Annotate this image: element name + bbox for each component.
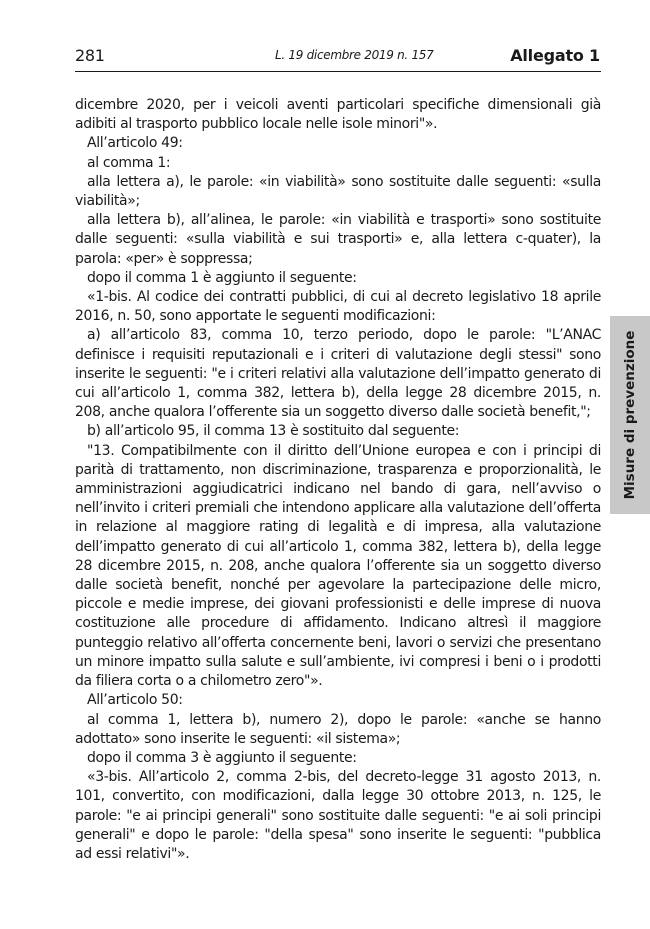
page-number: 281 (75, 46, 105, 65)
side-tab-label: Misure di prevenzione (622, 330, 638, 500)
running-title: L. 19 dicembre 2019 n. 157 (275, 48, 434, 62)
paragraph: «3-bis. All’articolo 2, comma 2-bis, del decreto-legge 31 agosto 2013, n. 101, convertito, con modificazioni, dalla legge 30 ottobre 2013, n. 125, le parole: "e ai principi generali" sono sostituite dalle seguenti: "e ai soli principi generali" e dopo le parole: "della spesa" sono inserite le seguenti: "pubblica ad essi relativi"». (75, 769, 601, 862)
body-text (75, 96, 601, 864)
paragraph: All’articolo 49: (87, 135, 183, 152)
paragraph: al comma 1, lettera b), numero 2), dopo le parole: «anche se hanno adottato» sono inserite le seguenti: «il sistema»; (75, 711, 601, 747)
paragraph: «1-bis. Al codice dei contratti pubblici, di cui al decreto legislativo 18 aprile 2016, n. 50, sono apportate le seguenti modificazioni: (75, 289, 601, 325)
paragraph: alla lettera a), le parole: «in viabilità» sono sostituite dalle seguenti: «sulla viabilità»; (75, 173, 601, 210)
page-header (75, 46, 600, 70)
paragraph: dopo il comma 3 è aggiunto il seguente: (87, 749, 357, 766)
paragraph: All’articolo 50: (87, 692, 183, 709)
paragraph: b) all’articolo 95, il comma 13 è sostituito dal seguente: (87, 423, 460, 440)
paragraph: al comma 1: (87, 154, 171, 171)
paragraph: a) all’articolo 83, comma 10, terzo periodo, dopo le parole: "L’ANAC definisce i requisiti reputazionali e i criteri di valutazione degli stessi" sono inserite le seguenti: "e i criteri relativi alla valutazione dell’impatto generato di cui all’articolo 1, comma 382, lettera b), della legge 28 dicembre 2015, n. 208, anche qualora l’offerente sia un soggetto diverso dalle società benefit,"; (75, 327, 601, 421)
paragraph: alla lettera b), all’alinea, le parole: «in viabilità e trasporti» sono sostituite dalle seguenti: «sulla viabilità e sui trasporti» e, alla lettera c-quater), la parola: «per» è soppressa; (75, 212, 601, 267)
header-rule (75, 71, 601, 72)
paragraph: dopo il comma 1 è aggiunto il seguente: (87, 269, 357, 286)
paragraph: dicembre 2020, per i veicoli aventi particolari specifiche dimensionali già adibiti al trasporto pubblico locale nelle isole minori"». (75, 97, 601, 133)
paragraph: "13. Compatibilmente con il diritto dell’Unione europea e con i principi di parità di trattamento, non discriminazione, trasparenza e proporzionalità, le amministrazioni aggiudicatrici indicano nel bando di gara, nell’avviso o nell’invito i criteri premiali che intendono applicare alla valutazione dell’offerta in relazione al maggiore rating di legalità e di impresa, alla valutazione dell’impatto generato di cui all’articolo 1, comma 382, lettera b), della legge 28 dicembre 2015, n. 208, anche qualora l’offerente sia un soggetto diverso dalle società benefit, nonché per agevolare la partecipazione delle micro, piccole e medie imprese, dei giovani professionisti e delle imprese di nuova costituzione alle procedure di affidamento. Indicano altresì il maggiore punteggio relativo all’offerta concernente beni, lavori o servizi che presentano un minore impatto sulla salute e sull’ambiente, ivi compresi i beni o i prodotti da filiera corta o a chilometro zero"». (75, 442, 601, 690)
side-tab (610, 316, 650, 514)
section-label: Allegato 1 (510, 46, 600, 65)
